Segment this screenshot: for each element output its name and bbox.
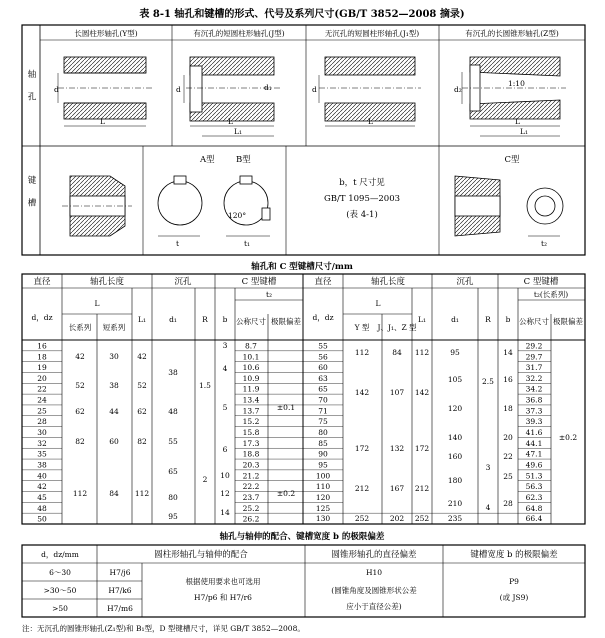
left-t2-cell: 25.2 <box>242 503 260 513</box>
right-t2-cell: 51.3 <box>525 471 543 481</box>
key-b-drawing <box>224 176 270 236</box>
key-a-label: A型 <box>200 155 215 165</box>
right-t2-cell: 29.7 <box>525 352 543 362</box>
left-row-lines <box>22 351 303 513</box>
right-L1-0: 112 <box>414 348 430 357</box>
right-d-cell: 60 <box>318 363 328 373</box>
left-dev-0: ±0.1 <box>276 403 296 412</box>
right-h-d1: d₁ <box>451 315 459 324</box>
left-L1-0: 42 <box>137 352 147 361</box>
j1-type-drawing <box>319 57 421 126</box>
right-Y-1: 142 <box>354 388 370 397</box>
right-L1-2: 172 <box>414 444 430 453</box>
left-long-0: 42 <box>75 352 85 361</box>
left-short-0: 30 <box>109 352 119 361</box>
left-h-long: 长系列 <box>68 323 92 332</box>
left-t2-cell: 11.9 <box>242 384 260 394</box>
dim-t2-c: t₂ <box>541 239 548 248</box>
left-d1-2: 55 <box>168 437 178 446</box>
right-h-b: b <box>505 315 511 324</box>
footnote: 注：无沉孔的圆锥形轴孔(Z₁型)和 B₁型，D 型键槽尺寸，详见 GB/T 3852—2008。 <box>22 624 305 633</box>
right-b-2: 18 <box>503 404 513 413</box>
left-d-cell: 32 <box>37 438 47 448</box>
left-t2-cell: 22.2 <box>242 482 260 492</box>
right-last-L1: 252 <box>414 514 430 523</box>
cone-1: H10 <box>365 568 383 577</box>
left-d1-4: 80 <box>168 493 178 502</box>
dim-b-ang: 120° <box>228 211 247 220</box>
key-b-label: B型 <box>236 155 251 165</box>
left-b-4: 10 <box>220 471 230 480</box>
right-b-3: 20 <box>503 433 513 442</box>
left-h-L: L <box>94 299 100 308</box>
left-h-short: 短系列 <box>102 323 126 332</box>
left-d-cell: 16 <box>37 341 47 351</box>
left-d-cell: 18 <box>37 352 47 362</box>
right-d-cell: 70 <box>318 395 328 405</box>
left-t2-cell: 17.3 <box>242 438 260 448</box>
left-h-dev: 极限偏差 <box>271 317 301 326</box>
key-a-drawing <box>158 176 202 236</box>
fit-note-2: H7/p6 和 H7/r6 <box>194 593 252 602</box>
dim-d2-z: d₂ <box>454 85 462 94</box>
right-d-cell: 100 <box>315 471 331 481</box>
left-d-cell: 42 <box>37 482 47 492</box>
table-title: 表 8-1 轴孔和键槽的形式、代号及系列尺寸(GB/T 3852—2008 摘录) <box>139 9 465 20</box>
left-d1-3: 65 <box>168 467 178 476</box>
right-Y-3: 212 <box>354 484 370 493</box>
left-d-cell: 25 <box>37 406 47 416</box>
right-last-Y: 252 <box>354 514 370 523</box>
right-d1-3: 140 <box>447 433 463 442</box>
cone-2: (圆锥角度及圆锥形状公差 <box>331 586 417 595</box>
left-d-cell: 22 <box>37 384 47 394</box>
left-L1-3: 82 <box>137 437 147 446</box>
fit-fit-2: H7/m6 <box>107 604 133 613</box>
right-last-d1: 235 <box>447 514 463 523</box>
left-L1-1: 52 <box>137 381 147 390</box>
left-b-1: 4 <box>222 364 228 373</box>
dim-d-y: d <box>54 85 59 94</box>
right-h-nom: 公称尺寸 <box>519 317 549 326</box>
right-L1-1: 142 <box>414 388 430 397</box>
right-h-t2: t₂(长系列) <box>533 290 569 299</box>
right-Y-0: 112 <box>354 348 370 357</box>
left-t2-cell: 8.7 <box>245 341 257 351</box>
right-t2-cell: 62.3 <box>525 492 543 502</box>
key-note-3: (表 4-1) <box>346 210 378 220</box>
left-b-0: 3 <box>222 341 228 350</box>
left-h-sink: 沉孔 <box>174 277 192 287</box>
hole-type-j: 有沉孔的短圆柱形轴孔(J型) <box>193 29 285 38</box>
z-type-drawing <box>462 57 566 136</box>
key-note-2: GB/T 1095—2003 <box>323 194 401 204</box>
right-d-cell: 55 <box>318 341 328 351</box>
right-last-d: 130 <box>315 514 331 523</box>
left-t2-cell: 13.7 <box>242 406 260 416</box>
dim-d1-j: d₁ <box>264 83 272 92</box>
right-L1-3: 212 <box>414 484 430 493</box>
right-b-1: 16 <box>503 375 513 384</box>
right-d1-2: 120 <box>447 404 463 413</box>
left-d-cell: 38 <box>37 460 47 470</box>
right-d-cell: 95 <box>318 460 328 470</box>
left-d-cell: 50 <box>37 514 47 524</box>
left-d-cell: 24 <box>37 395 47 405</box>
left-d1-5: 95 <box>168 512 178 521</box>
left-t2-cell: 23.7 <box>242 492 260 502</box>
left-h-b: b <box>222 315 228 324</box>
dim-L-z: L <box>515 117 520 126</box>
left-long-3: 82 <box>75 437 85 446</box>
right-h-Y: Y 型 <box>354 323 370 332</box>
right-b-5: 25 <box>503 472 513 481</box>
dim-d-j1: d <box>312 85 317 94</box>
y-type-drawing <box>58 57 152 126</box>
left-d1-1: 48 <box>168 407 178 416</box>
right-last-t2: 66.4 <box>525 514 543 523</box>
left-b-6: 14 <box>220 508 230 517</box>
right-d-cell: 90 <box>318 449 328 459</box>
fit-h-d: d，dz/mm <box>41 550 79 559</box>
left-short-2: 44 <box>109 407 119 416</box>
left-t2-cell: 21.2 <box>242 471 260 481</box>
left-d-cell: 48 <box>37 503 47 513</box>
right-h-L: L <box>375 299 381 308</box>
row-label-key: 键槽 <box>26 175 36 221</box>
dim-L1-j: L₁ <box>234 127 242 136</box>
fit-h-key: 键槽宽度 b 的极限偏差 <box>470 550 558 560</box>
left-d-cell: 40 <box>37 471 47 481</box>
row-label-hole: 轴孔 <box>26 69 36 115</box>
right-cells <box>316 341 543 512</box>
right-Y-2: 172 <box>354 444 370 453</box>
left-L1-2: 62 <box>137 407 147 416</box>
right-b-0: 14 <box>503 348 513 357</box>
key-note-1: b，t 尺寸见 <box>339 178 385 188</box>
right-t2-cell: 56.3 <box>525 482 543 492</box>
left-long-1: 52 <box>75 381 85 390</box>
keyway-hub-drawing <box>62 176 132 236</box>
dim-L-y: L <box>100 117 105 126</box>
dim-t1-b: t₁ <box>244 239 251 248</box>
hole-type-y: 长圆柱形轴孔(Y型) <box>74 29 138 38</box>
right-t2-cell: 29.2 <box>525 341 543 351</box>
left-d-cell: 35 <box>37 449 47 459</box>
right-h-R: R <box>485 315 491 324</box>
fit-fit-0: H7/j6 <box>109 568 131 577</box>
left-h-nom: 公称尺寸 <box>236 317 266 326</box>
dim-taper-z: 1:10 <box>508 79 525 88</box>
left-b-2: 5 <box>222 403 228 412</box>
right-d-cell: 65 <box>318 384 328 394</box>
right-d1-5: 180 <box>447 476 463 485</box>
left-long-4: 112 <box>72 489 88 498</box>
right-h-L1: L₁ <box>418 315 426 324</box>
right-h-sink: 沉孔 <box>456 277 474 287</box>
left-short-4: 84 <box>109 489 119 498</box>
right-t2-cell: 36.8 <box>525 395 543 405</box>
left-d-cell: 28 <box>37 417 47 427</box>
left-h-R: R <box>202 315 208 324</box>
right-last-JZ: 202 <box>389 514 405 523</box>
right-h-ckey: C 型键槽 <box>523 277 559 287</box>
dim-L-j: L <box>228 117 233 126</box>
right-t2-cell: 41.6 <box>525 428 543 438</box>
left-short-1: 38 <box>109 381 119 390</box>
left-t2-cell: 13.4 <box>242 395 260 405</box>
right-d-cell: 80 <box>318 428 328 438</box>
left-d-cell: 45 <box>37 492 47 502</box>
cone-3: 应小于直径公差) <box>346 602 402 611</box>
right-JZ-1: 107 <box>389 388 405 397</box>
left-h-diameter: 直径 <box>33 277 51 287</box>
left-h-dz: d，dz <box>31 313 53 322</box>
left-d-cell: 19 <box>37 363 47 373</box>
right-t2-cell: 49.6 <box>525 460 543 470</box>
left-h-length: 轴孔长度 <box>89 277 125 287</box>
right-h-JZ: J、J₁、Z 型 <box>377 323 417 332</box>
right-JZ-0: 84 <box>392 348 402 357</box>
right-b-4: 22 <box>503 452 513 461</box>
right-d-cell: 110 <box>315 482 331 492</box>
left-long-2: 62 <box>75 407 85 416</box>
right-h-diameter: 直径 <box>314 277 332 287</box>
hole-type-z: 有沉孔的长圆锥形轴孔(Z型) <box>465 29 559 38</box>
right-t2-cell: 34.2 <box>525 384 543 394</box>
fit-h-cone: 圆锥形轴孔的直径偏差 <box>331 550 417 560</box>
fit-range-0: 6～30 <box>49 568 71 577</box>
left-b-5: 12 <box>220 489 230 498</box>
right-t2-cell: 31.7 <box>525 363 543 373</box>
right-d-cell: 75 <box>318 417 328 427</box>
left-h-d1: d₁ <box>169 315 177 324</box>
right-d-cell: 63 <box>318 373 328 383</box>
fit-section-title: 轴孔与轴伸的配合、键槽宽度 b 的极限偏差 <box>219 532 385 542</box>
left-R-1: 2 <box>202 475 208 484</box>
right-b-6: 28 <box>503 499 513 508</box>
left-h-t2: t₂ <box>265 290 273 299</box>
right-R-1: 3 <box>485 463 491 472</box>
left-t2-cell: 26.2 <box>242 514 260 524</box>
dim-L1-z: L₁ <box>520 127 528 136</box>
left-t2-cell: 15.8 <box>242 428 260 438</box>
left-h-L1: L₁ <box>138 315 146 324</box>
right-R-0: 2.5 <box>482 377 494 386</box>
right-R-2: 4 <box>485 503 491 512</box>
right-d1-0: 95 <box>450 348 460 357</box>
right-JZ-3: 167 <box>389 484 405 493</box>
right-t2-cell: 64.8 <box>525 503 543 513</box>
right-t2-cell: 39.3 <box>525 417 543 427</box>
right-d-cell: 85 <box>318 438 328 448</box>
right-t2-cell: 37.3 <box>525 406 543 416</box>
key-2: (或 JS9) <box>499 593 529 602</box>
left-b-3: 6 <box>222 445 228 454</box>
hole-type-j1: 无沉孔的短圆柱形轴孔(J₁型) <box>324 29 420 38</box>
left-t2-cell: 15.2 <box>242 417 260 427</box>
fit-note-1: 根据使用要求也可选用 <box>185 577 261 586</box>
right-d-cell: 56 <box>318 352 328 362</box>
right-d1-1: 105 <box>447 375 463 384</box>
dim-L-j1: L <box>368 117 373 126</box>
right-t2-cell: 47.1 <box>525 449 543 459</box>
left-t2-cell: 18.8 <box>242 449 260 459</box>
left-d-cell: 20 <box>37 373 47 383</box>
right-dev: ±0.2 <box>558 433 578 442</box>
fit-fit-1: H7/k6 <box>108 586 132 595</box>
left-L1-4: 112 <box>134 489 150 498</box>
right-d-cell: 120 <box>315 492 331 502</box>
right-h-length: 轴孔长度 <box>370 277 406 287</box>
key-c-drawing <box>455 176 563 236</box>
left-t2-cell: 10.1 <box>242 352 260 362</box>
dim-t-a: t <box>176 239 180 248</box>
left-short-3: 60 <box>109 437 119 446</box>
fit-range-2: >50 <box>52 604 68 613</box>
left-d-cell: 30 <box>37 428 47 438</box>
right-d1-6: 210 <box>447 499 463 508</box>
right-h-dz: d，dz <box>312 313 334 322</box>
fit-h-cyl: 圆柱形轴孔与轴伸的配合 <box>154 550 248 560</box>
fit-range-1: >30～50 <box>43 586 77 595</box>
left-t2-cell: 10.9 <box>242 373 260 383</box>
left-h-ckey: C 型键槽 <box>241 277 277 287</box>
key-1: P9 <box>509 577 519 586</box>
right-d1-4: 160 <box>447 452 463 461</box>
right-d-cell: 125 <box>315 503 331 513</box>
right-d-cell: 71 <box>318 406 328 416</box>
dims-section-title: 轴孔和 C 型键槽尺寸/mm <box>251 262 353 272</box>
right-h-dev: 极限偏差 <box>553 317 583 326</box>
right-JZ-2: 132 <box>389 444 405 453</box>
left-t2-cell: 10.6 <box>242 363 260 373</box>
dim-d-j: d <box>176 85 181 94</box>
right-t2-cell: 44.1 <box>525 438 543 448</box>
left-t2-cell: 20.3 <box>242 460 260 470</box>
key-c-label: C型 <box>504 155 520 165</box>
left-d1-0: 38 <box>168 368 178 377</box>
left-R-0: 1.5 <box>199 381 211 390</box>
right-t2-cell: 32.2 <box>525 373 543 383</box>
left-dev-1: ±0.2 <box>276 489 296 498</box>
